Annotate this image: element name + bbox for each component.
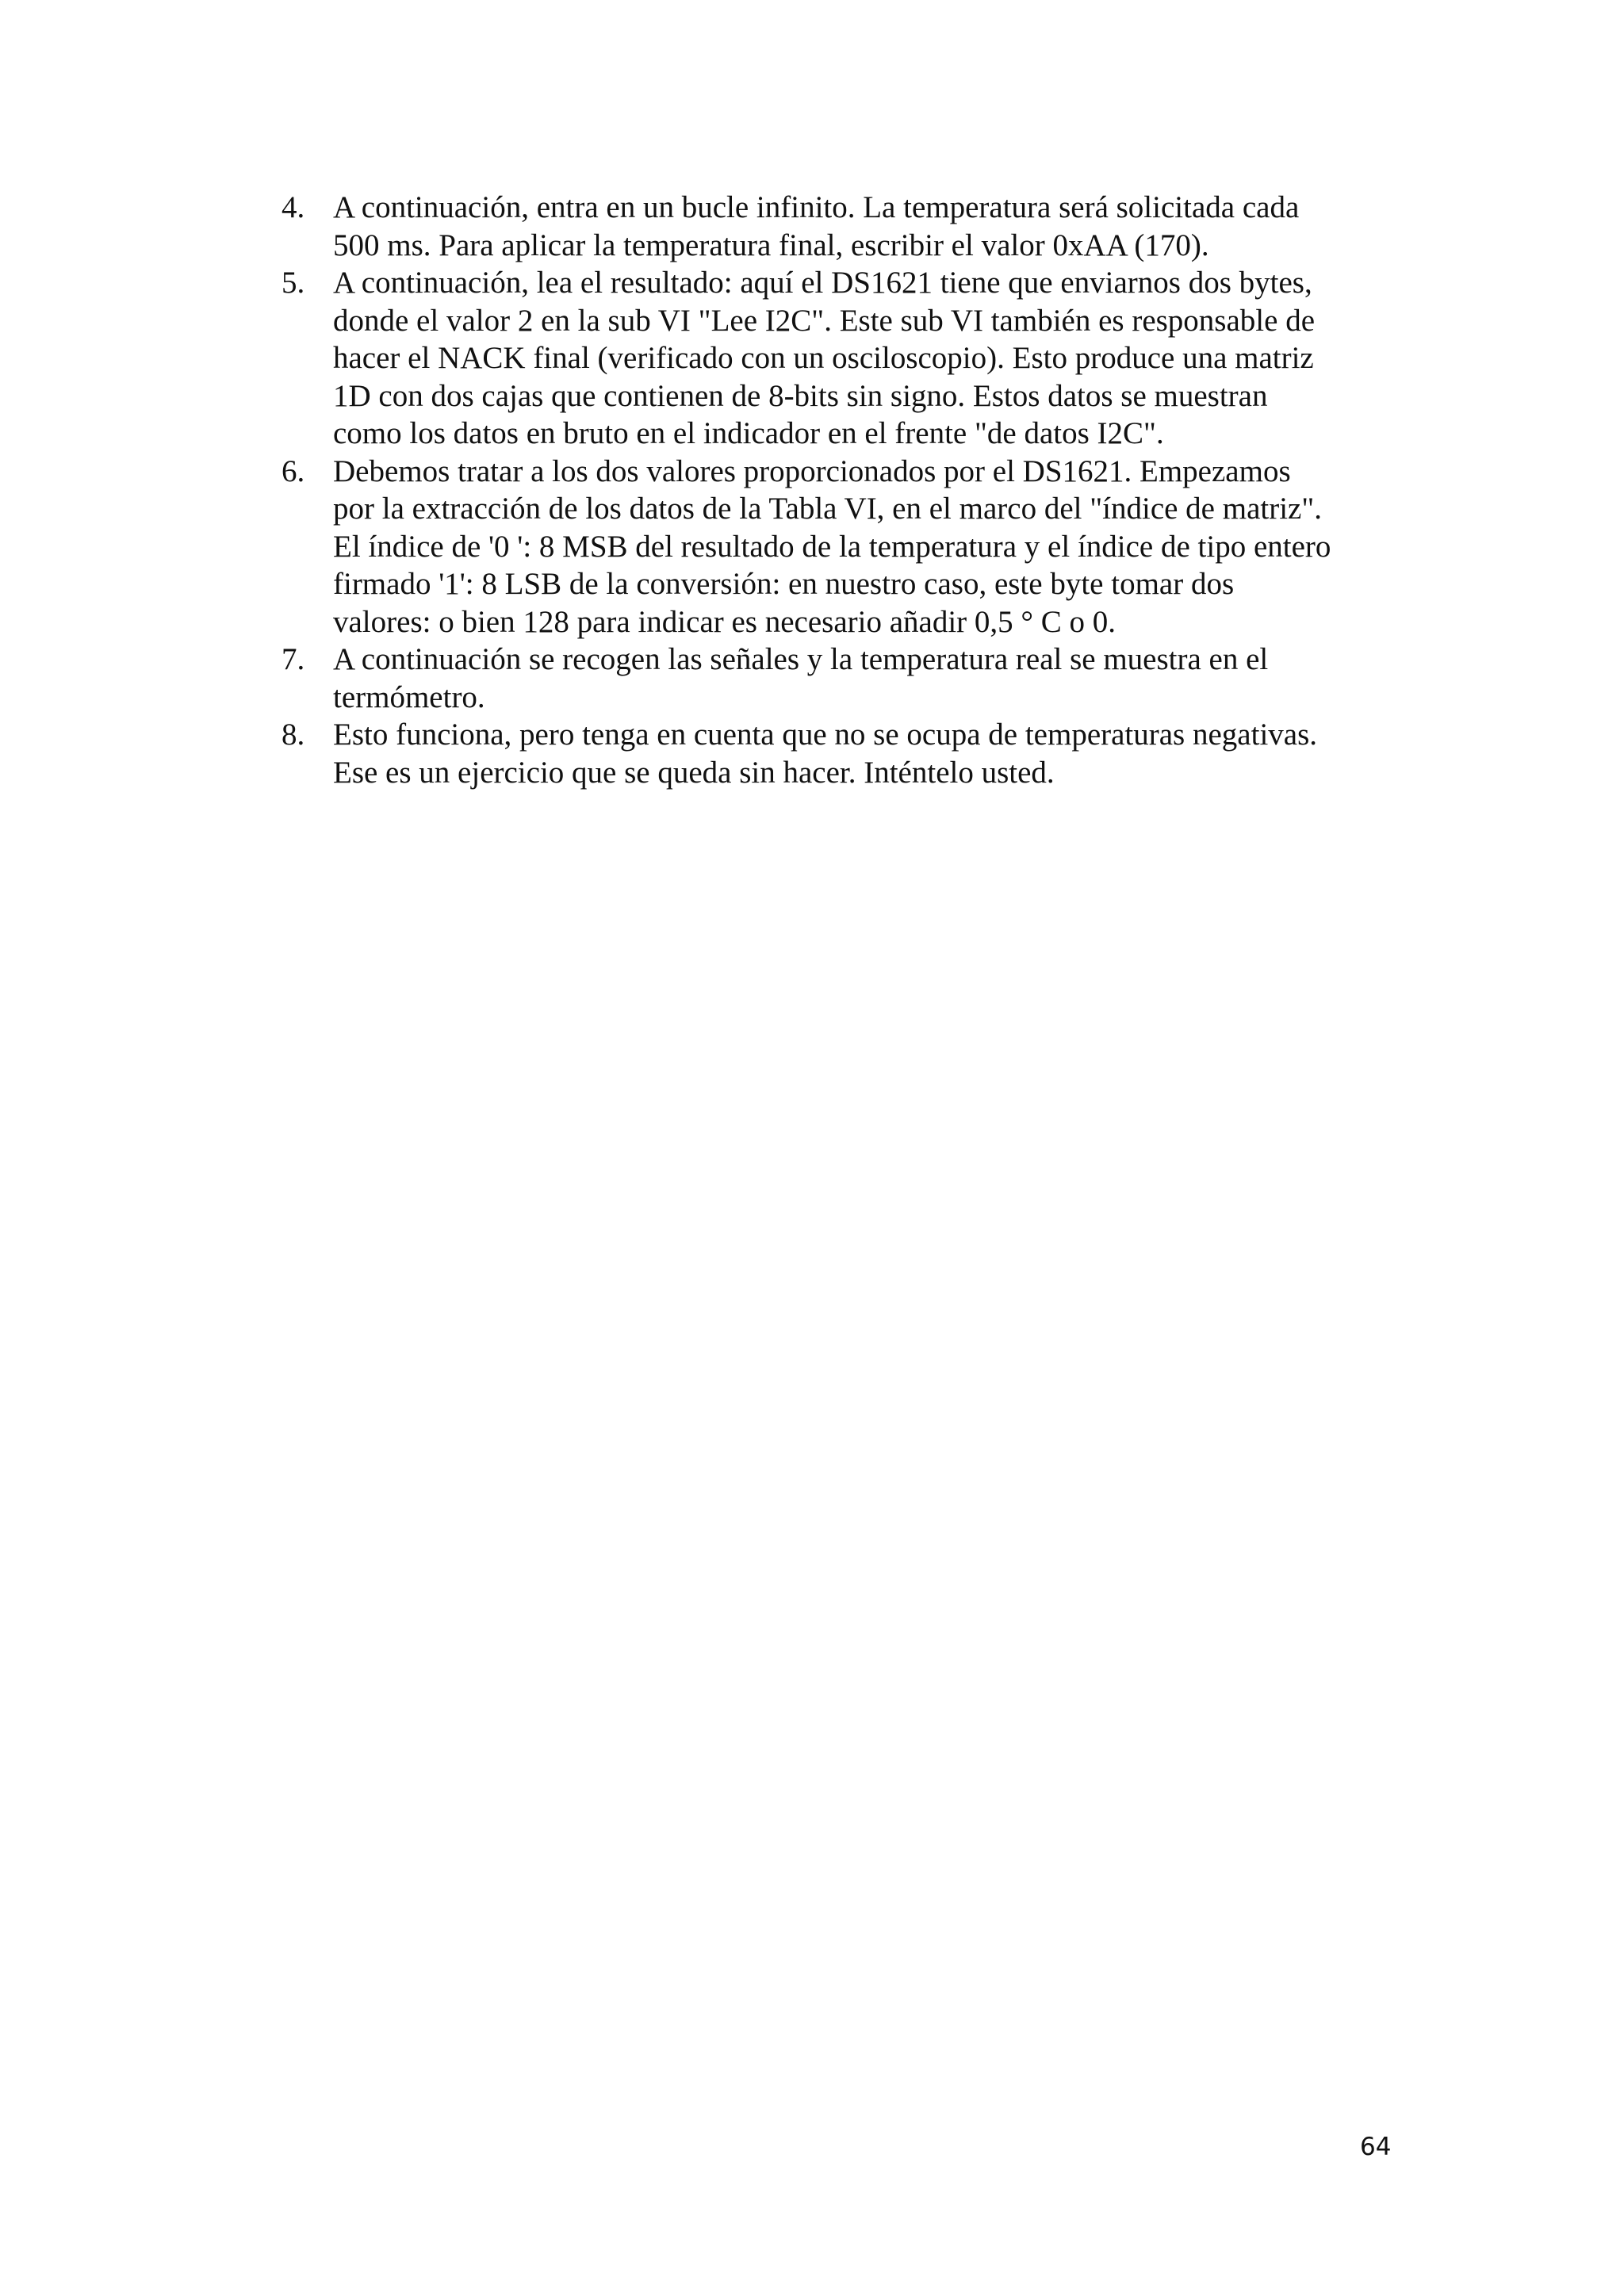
step-number: 4. [282,190,305,224]
step-text: A continuación, lea el resultado: aquí el DS1621 tiene que enviarnos dos bytes, donde el valor 2 en la sub VI "Lee I2C". Este sub VI también es responsable de hacer el NACK final (verificado con un osciloscopio). Esto produce una matriz 1D con dos cajas que contienen de 8-bits sin signo. Estos datos se muestran como los datos en bruto en el indicador en el frente "de datos I2C". [333,266,1316,450]
step-text: Debemos tratar a los dos valores proporcionados por el DS1621. Empezamos por la extracción de los datos de la Tabla VI, en el marco del "índice de matriz". El índice de '0 ': 8 MSB del resultado de la temperatura y el índice de tipo entero firmado '1': 8 LSB de la conversión: en nuestro caso, este byte tomar dos valores: o bien 128 para indicar es necesario añadir 0,5 ° C o 0. [333,453,1331,639]
step-text: A continuación se recogen las señales y la temperatura real se muestra en el termómetro. [333,642,1269,714]
list-item-step-4 [274,189,1400,264]
numbered-steps-list [274,189,1400,791]
list-item-step-7 [274,641,1400,716]
list-item-step-8 [274,716,1400,791]
step-number: 6. [282,453,305,488]
list-item-step-5 [274,264,1400,453]
page-number: 64 [1360,2133,1392,2161]
step-number: 5. [282,266,305,300]
step-text: Esto funciona, pero tenga en cuenta que no se ocupa de temperaturas negativas. Ese es un ejercicio que se queda sin hacer. Inténtelo usted. [333,718,1318,790]
step-number: 7. [282,642,305,676]
step-number: 8. [282,718,305,752]
body-content [274,189,1400,791]
list-item-step-6 [274,453,1400,641]
step-text: A continuación, entra en un bucle infinito. La temperatura será solicitada cada 500 ms. Para aplicar la temperatura final, escribir el valor 0xAA (170). [333,190,1300,262]
